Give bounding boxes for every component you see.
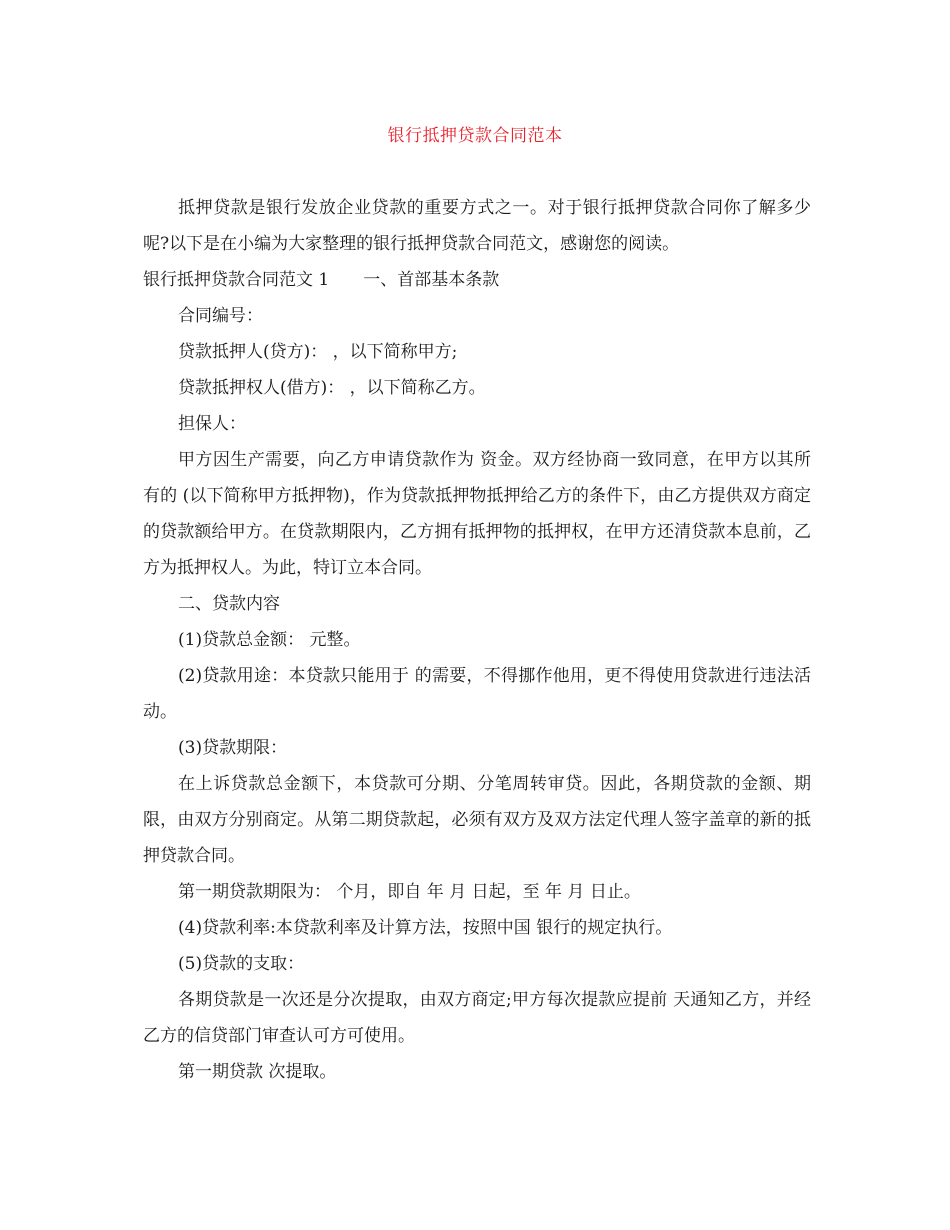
item-3-term-text: 在上诉贷款总金额下，本贷款可分期、分笔周转审贷。因此，各期贷款的金额、期限，由双方分别商定。从第二期贷款起，必须有双方及双方法定代理人签字盖章的新的抵押贷款合同。	[143, 774, 811, 866]
intro-paragraph: 抵押贷款是银行发放企业贷款的重要方式之一。对于银行抵押贷款合同你了解多少呢?以下是在小编为大家整理的银行抵押贷款合同范文，感谢您的阅读。	[143, 198, 811, 254]
guarantor-line: 担保人：	[178, 414, 246, 434]
part1-heading: 一、首部基本条款	[363, 270, 500, 290]
document-title: 银行抵押贷款合同范本	[387, 126, 563, 146]
item-2-loan-purpose: (2)贷款用途：本贷款只能用于 的需要，不得挪作他用，更不得使用贷款进行违法活动。	[143, 666, 811, 722]
item-3-first-period: 第一期贷款期限为： 个月，即自 年 月 日起，至 年 月 日止。	[178, 882, 641, 902]
party-b-line: 贷款抵押权人(借方)： ，以下简称乙方。	[178, 378, 486, 398]
preamble-paragraph: 甲方因生产需要，向乙方申请贷款作为 资金。双方经协商一致同意，在甲方以其所有的 (以下简称甲方抵押物)，作为贷款抵押物抵押给乙方的条件下，由乙方提供双方商定的贷款额给甲方。在贷款期限内，乙方拥有抵押物的抵押权，在甲方还清贷款本息前，乙方为抵押权人。为此，特订立本合同。	[143, 450, 811, 578]
item-5-first-withdrawal: 第一期贷款 次提取。	[178, 1062, 337, 1082]
document-body	[143, 190, 811, 1090]
part2-heading: 二、贷款内容	[178, 594, 280, 614]
item-1-total-amount: (1)贷款总金额： 元整。	[178, 630, 361, 650]
item-5-withdrawal-text: 各期贷款是一次还是分次提取，由双方商定;甲方每次提款应提前 天通知乙方，并经乙方的信贷部门审查认可方可使用。	[143, 990, 811, 1046]
item-3-loan-term: (3)贷款期限：	[178, 738, 288, 758]
item-4-interest-rate: (4)贷款利率:本贷款利率及计算方法，按照中国 银行的规定执行。	[178, 918, 673, 938]
item-5-withdrawal: (5)贷款的支取：	[178, 954, 305, 974]
contract-number-line: 合同编号：	[178, 306, 263, 326]
section-heading-line	[143, 262, 811, 298]
party-a-line: 贷款抵押人(贷方)： ，以下简称甲方;	[178, 342, 458, 362]
section-heading: 银行抵押贷款合同范文 1	[143, 270, 330, 290]
